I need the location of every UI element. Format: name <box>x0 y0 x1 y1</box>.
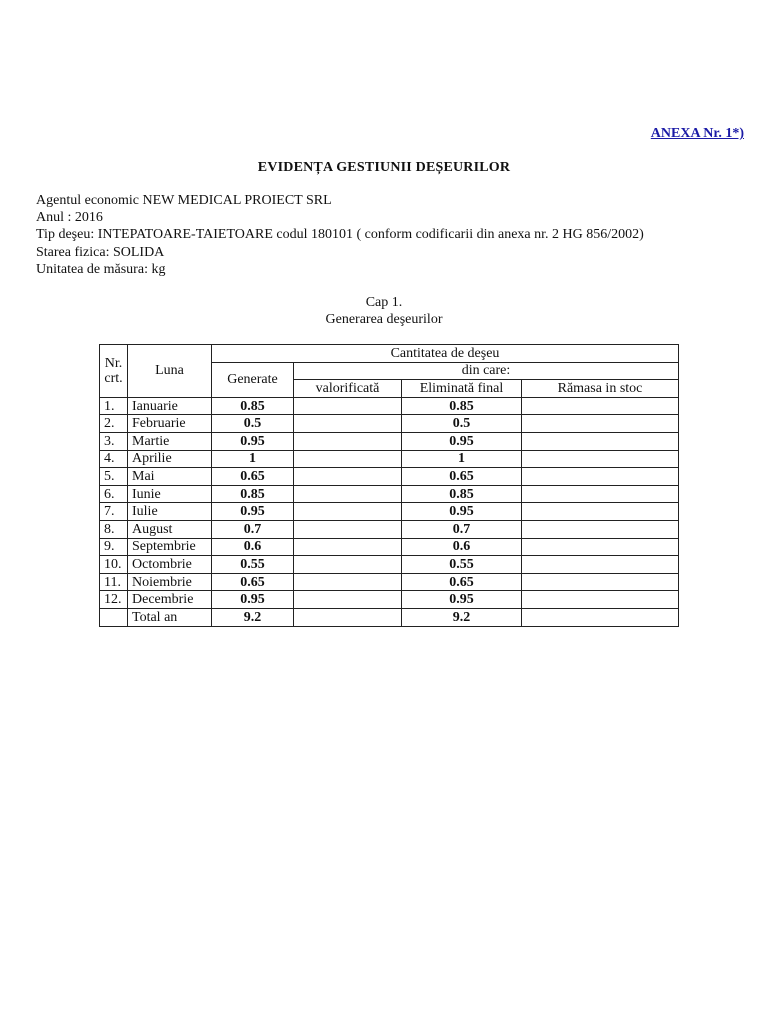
cell-generate: 0.95 <box>212 432 294 450</box>
cell-eliminata: 0.65 <box>402 573 522 591</box>
waste-type: Tip deşeu: INTEPATOARE-TAIETOARE codul 180101 ( conform codificarii din anexa nr. 2 HG 856/2002) <box>36 227 644 243</box>
cell-nr: 10. <box>100 556 128 574</box>
cell-valorificata <box>294 432 402 450</box>
header-valorificata: valorificată <box>294 380 402 398</box>
cell-valorificata <box>294 556 402 574</box>
cell-generate: 0.6 <box>212 538 294 556</box>
cell-nr: 11. <box>100 573 128 591</box>
header-generate: Generate <box>212 362 294 397</box>
cell-luna: August <box>128 520 212 538</box>
cell-ramasa <box>522 450 679 468</box>
cell-eliminata: 0.6 <box>402 538 522 556</box>
cell-nr: 4. <box>100 450 128 468</box>
cell-luna: Martie <box>128 432 212 450</box>
table-row <box>100 432 679 450</box>
physical-state: Starea fizica: SOLIDA <box>36 244 165 260</box>
cell-valorificata <box>294 520 402 538</box>
table-row <box>100 538 679 556</box>
cell-luna: Decembrie <box>128 591 212 609</box>
cell-luna: Mai <box>128 468 212 486</box>
cell-generate: 0.95 <box>212 503 294 521</box>
header-cantitate: Cantitatea de deşeu <box>212 345 679 363</box>
cell-nr: 8. <box>100 520 128 538</box>
cell-luna: Septembrie <box>128 538 212 556</box>
cell-nr: 12. <box>100 591 128 609</box>
table-row <box>100 485 679 503</box>
cell-eliminata: 0.95 <box>402 432 522 450</box>
cell-valorificata <box>294 573 402 591</box>
cell-nr: 6. <box>100 485 128 503</box>
table-row <box>100 397 679 415</box>
header-luna: Luna <box>128 345 212 398</box>
cell-nr: 1. <box>100 397 128 415</box>
cell-eliminata: 0.65 <box>402 468 522 486</box>
cell-luna: Noiembrie <box>128 573 212 591</box>
table-row <box>100 468 679 486</box>
cell-valorificata <box>294 591 402 609</box>
cell-generate: 0.85 <box>212 397 294 415</box>
table-row <box>100 520 679 538</box>
cell-valorificata <box>294 468 402 486</box>
document-title: EVIDENȚA GESTIUNII DEȘEURILOR <box>257 160 511 175</box>
cell-luna: Octombrie <box>128 556 212 574</box>
chapter-heading <box>0 294 768 328</box>
cell-ramasa <box>522 485 679 503</box>
cell-valorificata <box>294 450 402 468</box>
cell-generate: 0.65 <box>212 468 294 486</box>
waste-generation-table <box>99 344 679 627</box>
cell-ramasa <box>522 538 679 556</box>
cell-eliminata: 1 <box>402 450 522 468</box>
cell-nr <box>100 608 128 626</box>
cell-eliminata: 0.55 <box>402 556 522 574</box>
cell-nr: 7. <box>100 503 128 521</box>
measure-unit: Unitatea de măsura: kg <box>36 261 166 277</box>
cell-ramasa <box>522 573 679 591</box>
cell-generate: 0.95 <box>212 591 294 609</box>
cell-nr: 9. <box>100 538 128 556</box>
cell-valorificata <box>294 415 402 433</box>
cell-luna: Februarie <box>128 415 212 433</box>
cell-generate: 0.5 <box>212 415 294 433</box>
total-row <box>100 608 679 626</box>
cell-eliminata: 0.95 <box>402 591 522 609</box>
cell-generate: 0.7 <box>212 520 294 538</box>
cell-luna: Iulie <box>128 503 212 521</box>
year: Anul : 2016 <box>36 210 103 226</box>
cell-luna: Iunie <box>128 485 212 503</box>
cell-luna: Total an <box>128 608 212 626</box>
cell-luna: Ianuarie <box>128 397 212 415</box>
header-eliminata: Eliminată final <box>402 380 522 398</box>
cell-generate: 1 <box>212 450 294 468</box>
cell-generate: 0.85 <box>212 485 294 503</box>
cell-nr: 5. <box>100 468 128 486</box>
chapter-number: Cap 1. <box>365 295 403 310</box>
table-row <box>100 503 679 521</box>
cell-valorificata <box>294 608 402 626</box>
cell-generate: 9.2 <box>212 608 294 626</box>
cell-ramasa <box>522 468 679 486</box>
cell-eliminata: 0.5 <box>402 415 522 433</box>
cell-nr: 3. <box>100 432 128 450</box>
cell-eliminata: 0.85 <box>402 397 522 415</box>
cell-ramasa <box>522 556 679 574</box>
table-row <box>100 591 679 609</box>
header-nr: Nr. crt. <box>100 345 128 398</box>
chapter-name: Generarea deşeurilor <box>325 312 443 327</box>
cell-ramasa <box>522 397 679 415</box>
cell-eliminata: 0.7 <box>402 520 522 538</box>
cell-ramasa <box>522 432 679 450</box>
cell-valorificata <box>294 397 402 415</box>
cell-luna: Aprilie <box>128 450 212 468</box>
cell-eliminata: 0.95 <box>402 503 522 521</box>
economic-agent: Agentul economic NEW MEDICAL PROIECT SRL <box>36 193 332 208</box>
cell-eliminata: 0.85 <box>402 485 522 503</box>
cell-eliminata: 9.2 <box>402 608 522 626</box>
cell-generate: 0.65 <box>212 573 294 591</box>
cell-ramasa <box>522 591 679 609</box>
cell-ramasa <box>522 608 679 626</box>
document-metadata <box>36 192 644 278</box>
header-din-care: din care: <box>294 362 679 380</box>
cell-generate: 0.55 <box>212 556 294 574</box>
table-row <box>100 573 679 591</box>
header-ramasa: Rămasa in stoc <box>522 380 679 398</box>
table-row <box>100 415 679 433</box>
table-row <box>100 556 679 574</box>
cell-ramasa <box>522 520 679 538</box>
cell-valorificata <box>294 538 402 556</box>
table-row <box>100 450 679 468</box>
cell-valorificata <box>294 503 402 521</box>
header-row-1 <box>100 345 679 363</box>
cell-nr: 2. <box>100 415 128 433</box>
cell-valorificata <box>294 485 402 503</box>
cell-ramasa <box>522 503 679 521</box>
annex-link[interactable]: ANEXA Nr. 1*) <box>650 126 744 141</box>
cell-ramasa <box>522 415 679 433</box>
